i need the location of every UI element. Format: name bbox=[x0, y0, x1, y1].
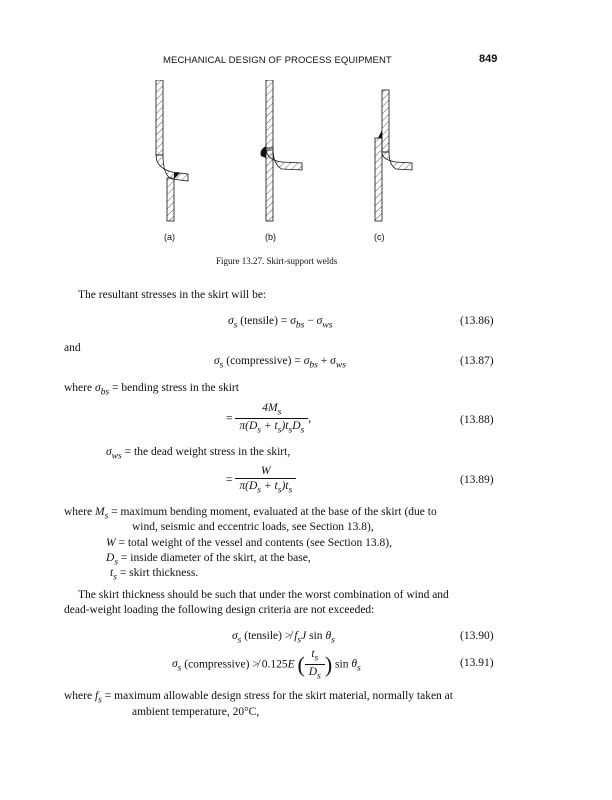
weld-diagram-c bbox=[375, 90, 412, 221]
intro-sentence: The resultant stresses in the skirt will be: bbox=[78, 289, 267, 301]
eq-compressive-word: (compressive) bbox=[226, 355, 292, 367]
figure-label-b: (b) bbox=[265, 232, 276, 242]
w-definition-line: W = total weight of the vessel and contents (see Section 13.8), bbox=[106, 537, 392, 549]
where-label-1: where $\sigma_{bs}$ = bending stress in the skirt bbox=[64, 382, 239, 398]
page-number: 849 bbox=[479, 53, 498, 65]
figure-label-a: (a) bbox=[164, 232, 175, 242]
figure-label-c: (c) bbox=[374, 232, 385, 242]
m-definition: = maximum bending moment, evaluated at the base of the skirt (due to bbox=[111, 506, 437, 518]
paragraph-line-2: dead-weight loading the following design criteria are not exceeded: bbox=[64, 604, 375, 616]
equation-number-13-89: (13.89) bbox=[460, 474, 494, 486]
equation-13-86: $\sigma_s$ (tensile) = $\sigma_{bs} - \sigma_{ws}$ bbox=[228, 315, 333, 331]
w-definition: = total weight of the vessel and contents (see Section 13.8), bbox=[118, 537, 392, 549]
skirt-weld-figure bbox=[140, 80, 440, 230]
weld-diagram-b bbox=[261, 80, 302, 221]
t-definition: = skirt thickness. bbox=[119, 567, 199, 579]
equation-13-90: $\sigma_s$ (tensile) ≯ $f_sJ$ $\sin \theta_s$ bbox=[232, 630, 335, 646]
fs-definition: = maximum allowable design stress for the skirt material, normally taken at bbox=[104, 690, 453, 702]
equation-number-13-88: (13.88) bbox=[460, 414, 494, 426]
equation-13-89: = $\frac{W}{\pi(D_s + t_s)t_s}$ bbox=[226, 465, 296, 495]
eq-tensile-word: (tensile) bbox=[240, 315, 278, 327]
equation-13-91: $\sigma_s$ (compressive) ≯ 0.125E ( $\frac{t_s}{D_s}$ ) $\sin \theta_s$ bbox=[172, 648, 361, 682]
and-text: and bbox=[64, 342, 81, 354]
where-word-2: where bbox=[64, 506, 93, 518]
eq88-numerator: 4M bbox=[262, 402, 278, 414]
m-definition-line: where $M_s$ = maximum bending moment, evaluated at the base of the skirt (due to bbox=[64, 506, 437, 522]
eq89-numerator: W bbox=[235, 465, 296, 479]
d-definition-line: $D_s$ = inside diameter of the skirt, at the base, bbox=[106, 552, 311, 568]
bending-definition: = bending stress in the skirt bbox=[112, 382, 239, 394]
fs-definition-cont: ambient temperature, 20°C, bbox=[132, 706, 260, 718]
equation-number-13-91: (13.91) bbox=[460, 657, 494, 669]
equation-number-13-90: (13.90) bbox=[460, 630, 494, 642]
running-header: MECHANICAL DESIGN OF PROCESS EQUIPMENT bbox=[163, 55, 392, 66]
equation-13-88: = $\frac{4M_s}{\pi(D_s + t_s)t_sD_s}$ , bbox=[226, 402, 312, 436]
eq90-tensile-word: (tensile) bbox=[244, 630, 282, 642]
t-definition-line: $t_s$ = skirt thickness. bbox=[110, 567, 199, 583]
where-word-1: where bbox=[64, 382, 93, 394]
d-definition: = inside diameter of the skirt, at the base, bbox=[120, 552, 311, 564]
where-word-3: where bbox=[64, 690, 93, 702]
equation-13-87: $\sigma_s$ (compressive) = $\sigma_{bs} + \sigma_{ws}$ bbox=[214, 355, 346, 371]
eq91-compressive-word: (compressive) bbox=[184, 658, 250, 671]
fs-definition-line: where $f_s$ = maximum allowable design stress for the skirt material, normally taken at bbox=[64, 690, 453, 706]
eq91-coefficient: 0.125 bbox=[261, 658, 288, 671]
deadweight-line: $\sigma_{ws}$ = the dead weight stress in the skirt, bbox=[106, 446, 291, 462]
paragraph-line-1: The skirt thickness should be such that under the worst combination of wind and bbox=[78, 589, 449, 601]
weld-diagram-a bbox=[156, 80, 188, 221]
deadweight-definition: = the dead weight stress in the skirt, bbox=[124, 446, 291, 458]
equation-number-13-86: (13.86) bbox=[460, 315, 494, 327]
equation-number-13-87: (13.87) bbox=[460, 355, 494, 367]
figure-caption: Figure 13.27. Skirt-support welds bbox=[216, 256, 338, 266]
m-definition-cont: wind, seismic and eccentric loads, see Section 13.8), bbox=[132, 521, 374, 533]
